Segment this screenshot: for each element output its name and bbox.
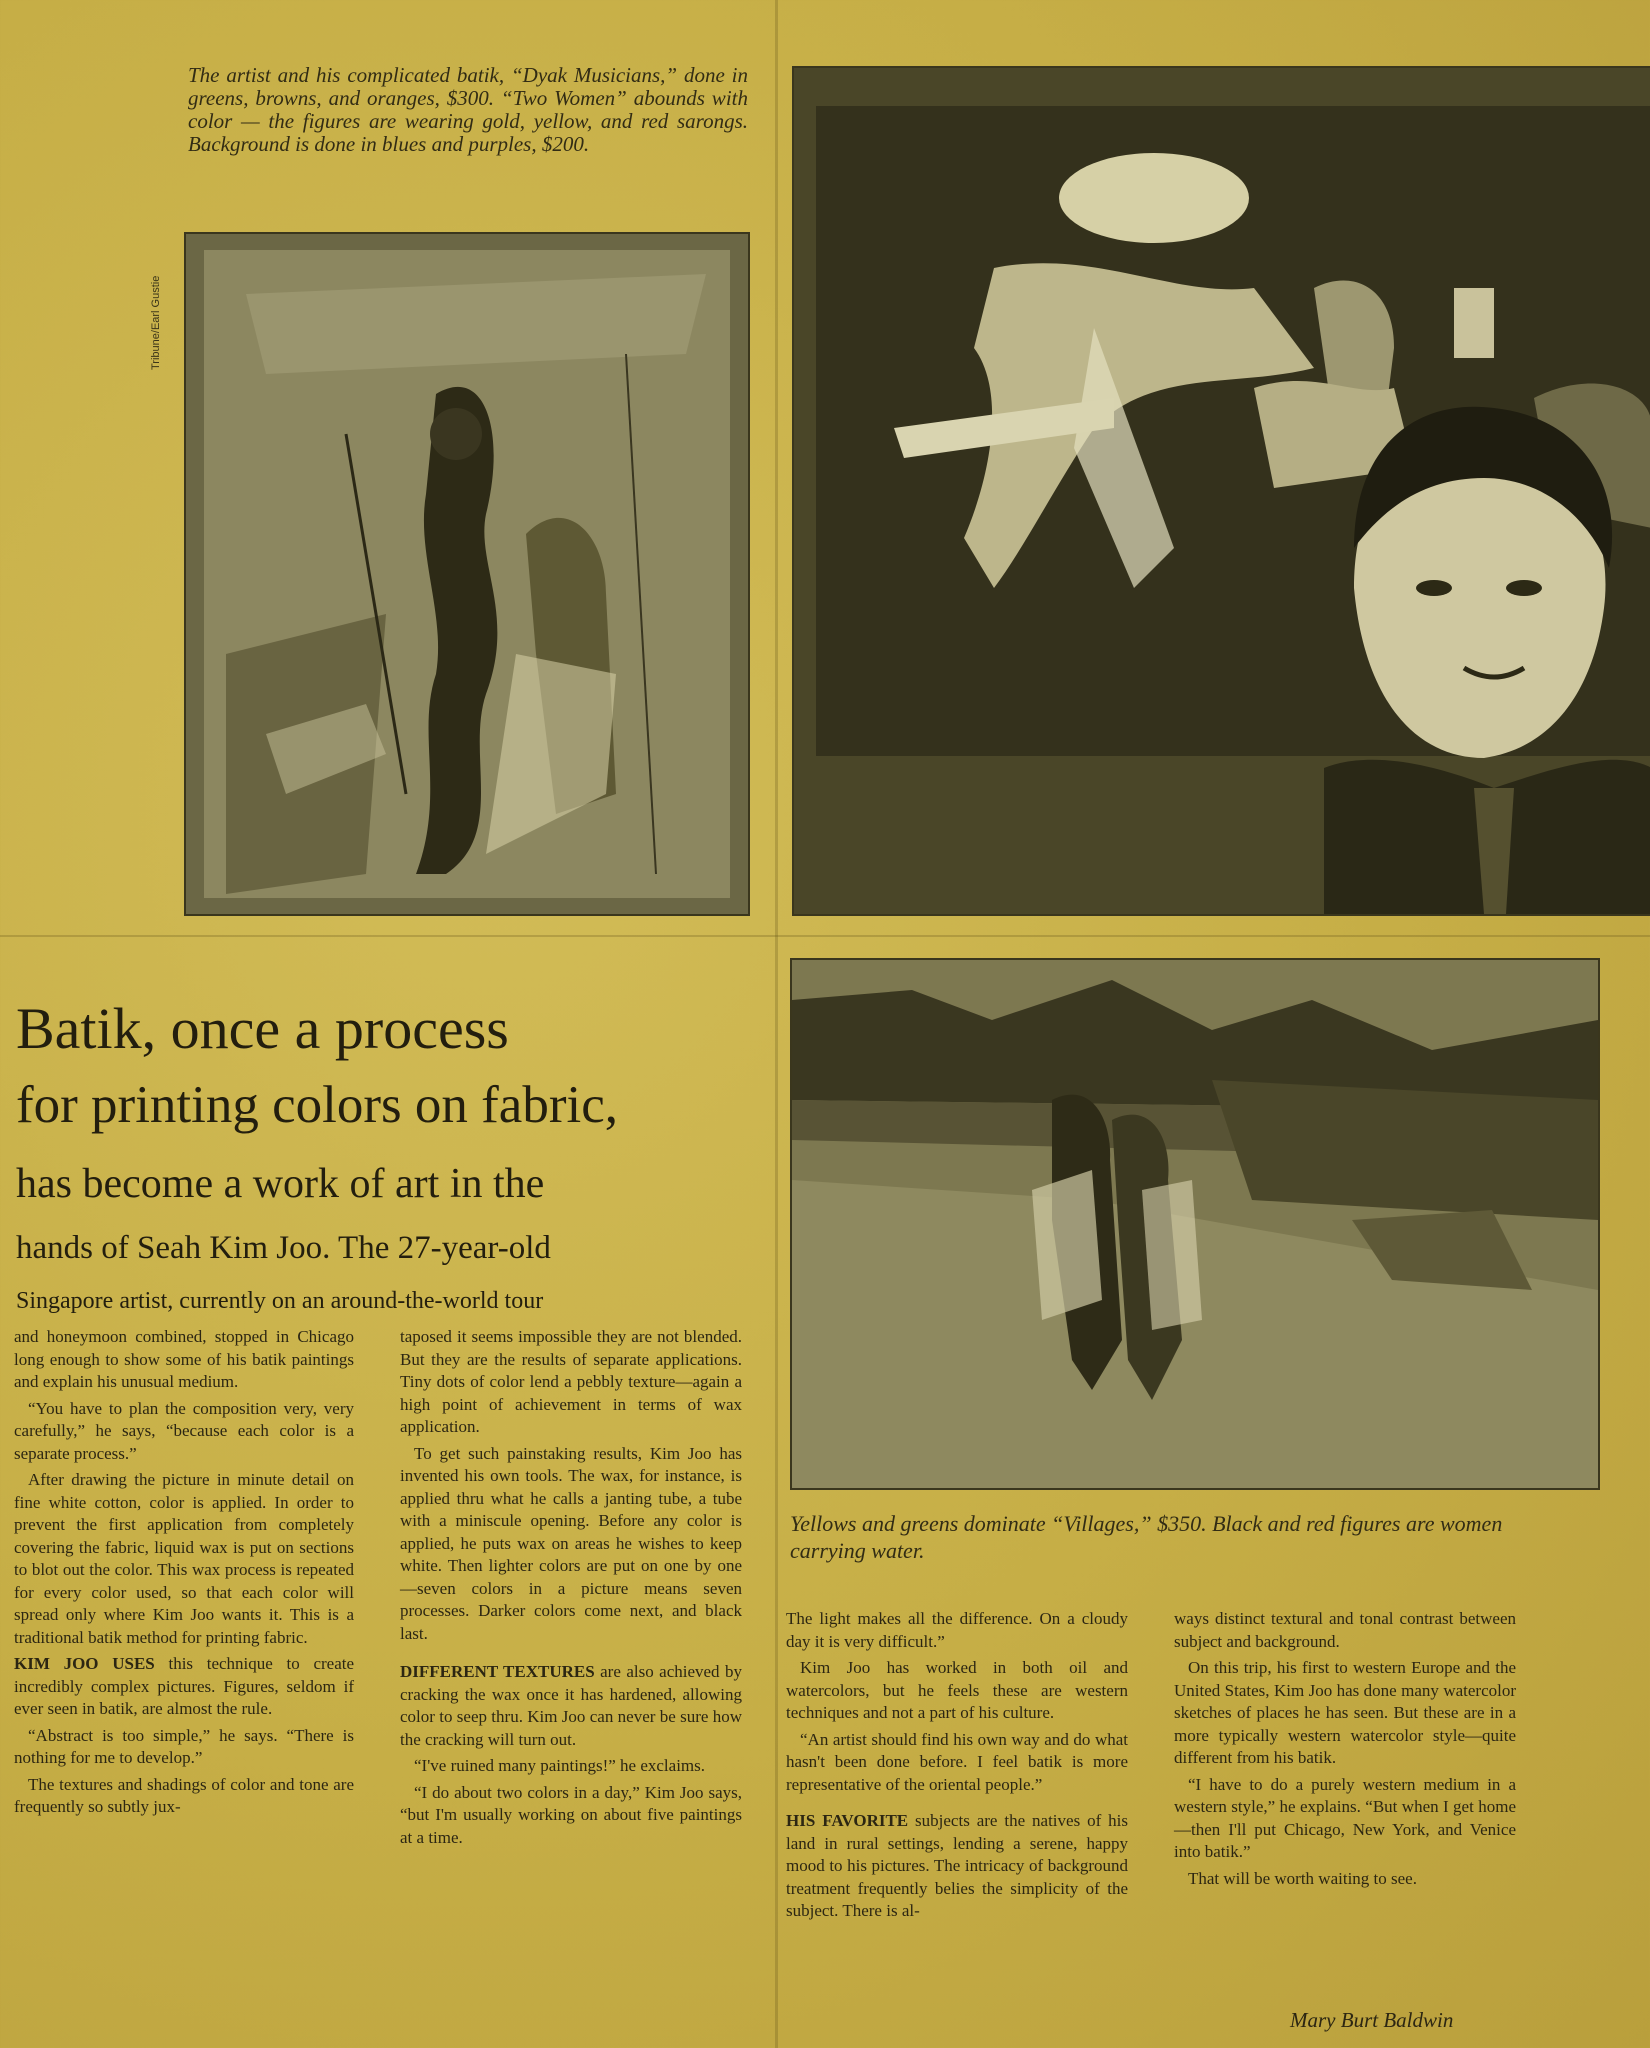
paragraph: DIFFERENT TEXTURES are also achieved by cracking the wax once it has hardened, allowing color to seep thru. Kim Joo can never be sure how the cracking will turn out. (400, 1662, 742, 1749)
paragraph: That will be worth waiting to see. (1188, 1868, 1417, 1888)
paragraph: “You have to plan the composition very, very carefully,” he says, “because each color is a separate process.” (14, 1398, 354, 1463)
top-photo-caption: The artist and his complicated batik, “Dyak Musicians,” done in greens, browns, and oranges, $300. “Two Women” abounds with color — the figures are wearing gold, yellow, and red sarongs. Background is done in blues and purples, $200. (188, 63, 748, 156)
paragraph: The light makes all the difference. On a cloudy day it is very difficult.” (786, 1609, 1128, 1651)
villages-batik-photo (790, 958, 1600, 1490)
two-women-batik-photo (184, 232, 750, 916)
article-column-4 (1174, 1608, 1516, 1894)
photo-credit: Tribune/Earl Gustie (150, 275, 162, 370)
byline: Mary Burt Baldwin (1290, 2008, 1454, 2032)
paragraph: To get such painstaking results, Kim Joo has invented his own tools. The wax, for instance, is applied thru what he calls a janting tube, a tube with a miniscule opening. Before any color is applied, he puts wax on areas he wishes to keep white. Then lighter colors are put on one by one—seven colors in a picture means seven processes. Darker colors come next, and black last. (400, 1443, 742, 1643)
headline-line-3: has become a work of art in the (16, 1161, 545, 1207)
paper-fold-horizontal (0, 935, 1650, 937)
headline-line-5: Singapore artist, currently on an around-the-world tour (16, 1288, 544, 1314)
headline-line-2: for printing colors on fabric, (16, 1076, 618, 1134)
artist-dyak-musicians-photo (792, 66, 1650, 916)
headline-line-4: hands of Seah Kim Joo. The 27-year-old (16, 1230, 551, 1266)
paragraph: On this trip, his first to western Europe and the United States, Kim Joo has done many watercolor sketches of places he has seen. But these are in a more typically western watercolor style—quite different from his batik. (1174, 1658, 1516, 1767)
paragraph: The textures and shadings of color and tone are frequently so subtly jux- (14, 1774, 354, 1816)
paragraph: “I have to do a purely western medium in a western style,” he explains. “But when I get home—then I'll put Chicago, New York, and Venice into batik.” (1174, 1774, 1516, 1861)
headline-line-1: Batik, once a process (16, 996, 509, 1061)
subhead-lead: KIM JOO USES (14, 1654, 155, 1673)
article-column-1 (14, 1326, 354, 1823)
subhead-lead: HIS FAVORITE (786, 1811, 909, 1830)
paragraph: Kim Joo has worked in both oil and watercolors, but he feels these are western techniques and not a part of his culture. (786, 1658, 1128, 1722)
article-column-2 (400, 1326, 742, 1853)
paragraph: taposed it seems impossible they are not blended. But they are the results of separate applications. Tiny dots of color lend a pebbly texture—again a high point of achievement in terms of wax application. (400, 1327, 742, 1436)
paragraph: “Abstract is too simple,” he says. “There is nothing for me to develop.” (14, 1725, 354, 1767)
paragraph: HIS FAVORITE subjects are the natives of his land in rural settings, lending a serene, happy mood to his pictures. The intricacy of background treatment frequently belies the simplicity of the subject. There is al- (786, 1811, 1128, 1920)
paragraph: After drawing the picture in minute detail on fine white cotton, color is applied. In order to prevent the first application from completely covering the fabric, liquid wax is put on sections to blot out the color. This wax process is repeated for every color used, so that each color will spread only where Kim Joo wants it. This is a traditional batik method for printing fabric. (14, 1470, 354, 1647)
paragraph: and honeymoon combined, stopped in Chicago long enough to show some of his batik paintings and explain his unusual medium. (14, 1327, 354, 1391)
article-column-3 (786, 1608, 1128, 1927)
paragraph: “I've ruined many paintings!” he exclaims. (414, 1756, 706, 1775)
villages-photo-caption: Yellows and greens dominate “Villages,” $350. Black and red figures are women carrying water. (790, 1511, 1503, 1563)
paragraph: ways distinct textural and tonal contrast between subject and background. (1174, 1609, 1516, 1651)
paper-fold-vertical (775, 0, 778, 2048)
paragraph: “I do about two colors in a day,” Kim Joo says, “but I'm usually working on about five paintings at a time. (400, 1782, 742, 1847)
subhead-lead: DIFFERENT TEXTURES (400, 1662, 595, 1681)
paragraph: KIM JOO USES this technique to create incredibly complex pictures. Figures, seldom if ever seen in batik, are almost the rule. (14, 1654, 355, 1718)
paragraph: “An artist should find his own way and do what hasn't been done before. I feel batik is more representative of the oriental people.” (786, 1729, 1128, 1794)
